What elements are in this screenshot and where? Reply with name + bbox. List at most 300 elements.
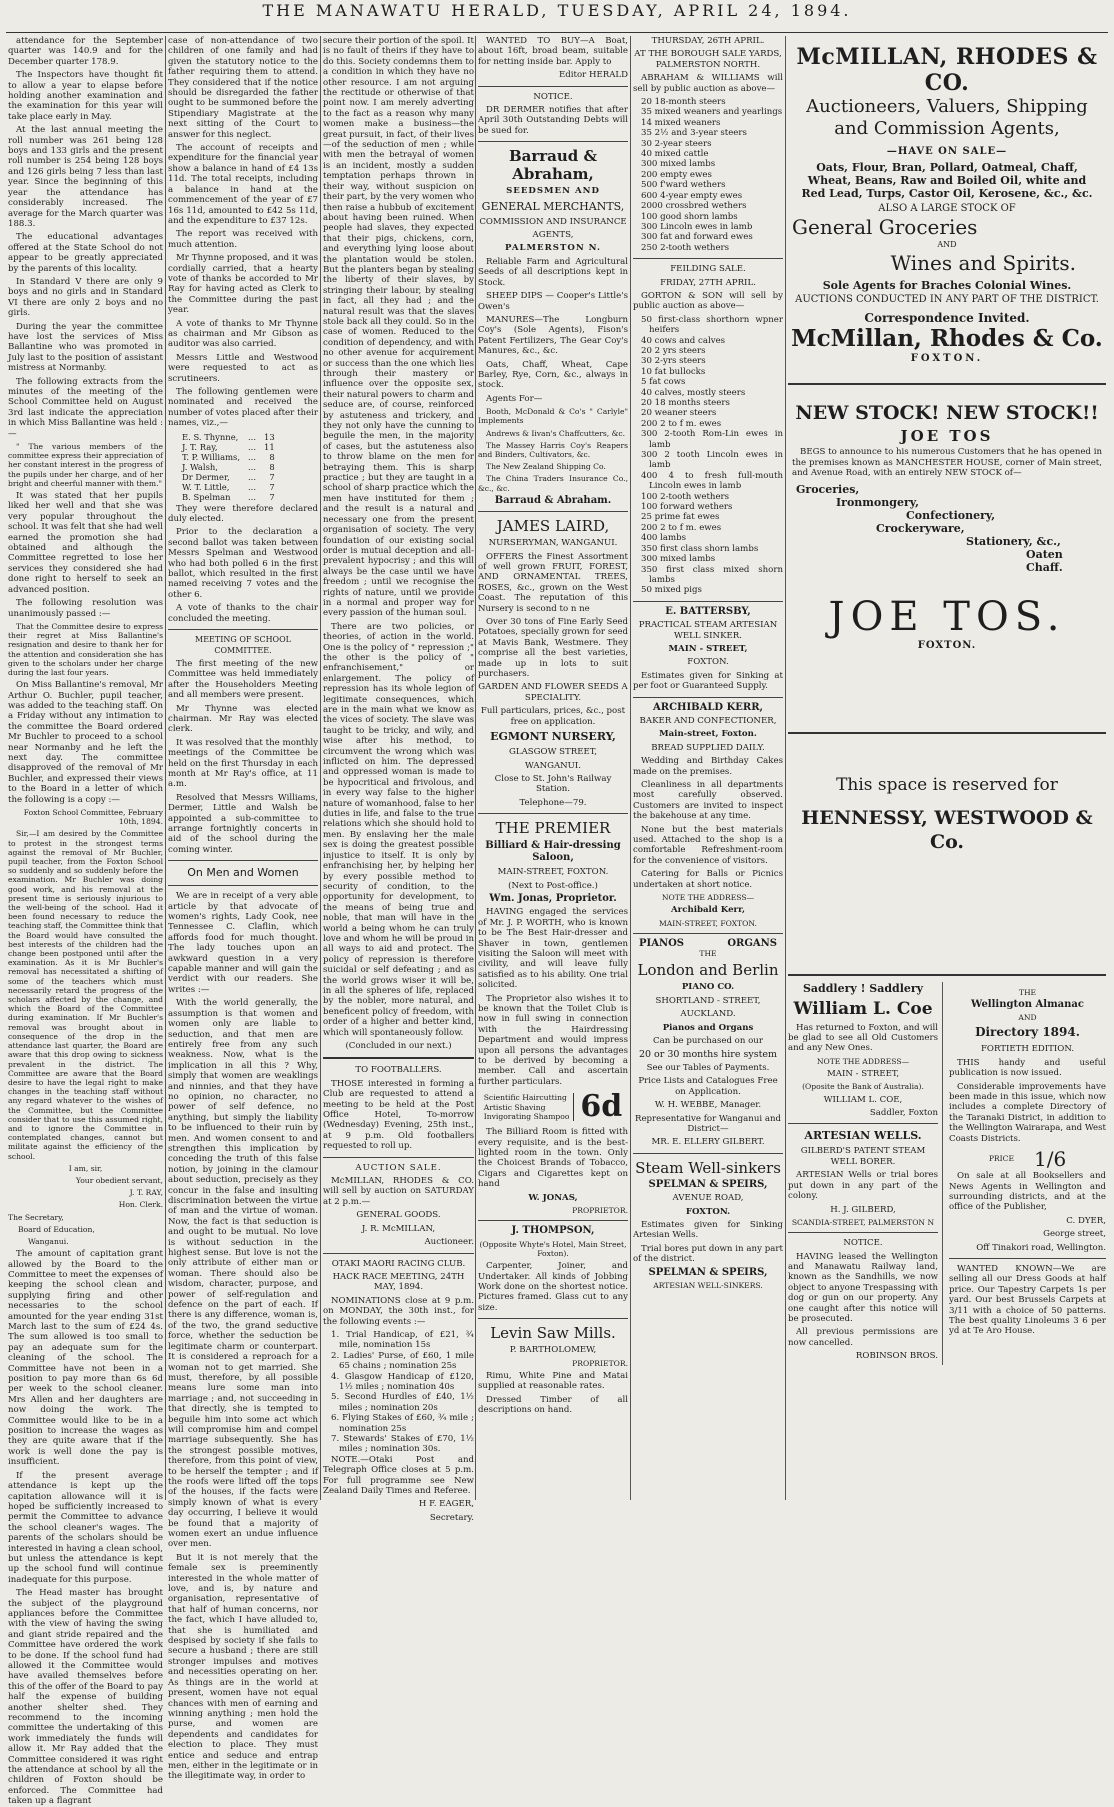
ad-line: 20 or 30 months hire system [638, 1048, 778, 1060]
ad-body: SHEEP DIPS — Cooper's Little's Owen's [478, 291, 628, 312]
list-item: 200 empty ewes [641, 169, 712, 180]
ad-heading: Saddlery ! Saddlery [802, 981, 924, 995]
paragraph: The Inspectors have thought fit to allow a year to elapse before holding another examination and the examination for this year will take place early in May. [8, 70, 163, 122]
ad-body: McMILLAN, RHODES & CO. will sell by auction on SATURDAY at 2 p.m.— [323, 1176, 474, 1207]
paragraph: case of non-attendance of two children of one family and had given the statutory notice to the father requiring them to attend. They considered that if the notice should be disregarded the father ought to be summoned before the Stipendiary Magistrate at the next sitting of the Court to answer for this neglect. [168, 36, 318, 140]
service-item: Scientific Haircutting [483, 1093, 567, 1103]
ad-body: WANTED KNOWN—We are selling all our Dress Goods at half price. Our Tapestry Carpets 1s per yard. Our best Brussels Carpets at 3/11 with a choice of 50 patterns. The best quality Linoleums 3 6 per yd at Te Aro House. [949, 1263, 1106, 1337]
ad-body: The New Zealand Shipping Co. [486, 462, 606, 472]
divider [949, 1258, 1106, 1259]
ad-line: NOTE THE ADDRESS— [661, 893, 755, 903]
ad-title: EGMONT NURSERY, [490, 730, 616, 744]
ad-line: H F. EAGER, [418, 1499, 474, 1510]
divider [788, 1232, 938, 1233]
ad-title: NEW STOCK! NEW STOCK!! [795, 402, 1099, 424]
column-4 [478, 36, 628, 1500]
ad-line: George street, [1043, 1229, 1106, 1240]
ad-title: ARCHIBALD KERR, [653, 701, 763, 713]
column-divider [165, 36, 166, 1500]
ad-body: The Billiard Room is fitted with every requisite, and is the best-lighted room in the town. Only the Choicest Brands of Tobacco, Cigars and Cigarettes kept on hand [478, 1127, 628, 1190]
ad-line: Main-street, Foxton. [659, 729, 757, 740]
ad-line: Full particulars, prices, &c., post free on application. [480, 706, 626, 727]
paragraph: On Miss Ballantine's removal, Mr Arthur O. Buchler, pupil teacher, was added to the teaching staff. On a Friday without any intimation to the committee the Board ordered Mr Buchler to proceed to a school near Normanby and he left the next day. The committee disapproved of the removal of Mr Buchler, and expressed their views to the Board in a letter of which the following is a copy :— [8, 680, 163, 805]
ad-title: J. THOMPSON, [511, 1225, 595, 1237]
ad-line: AT THE BOROUGH SALE YARDS, PALMERSTON NORTH. [634, 49, 782, 70]
ad-line: Telephone—79. [519, 797, 587, 808]
list-item: 300 mixed lambs [641, 159, 716, 170]
ad-body: Reliable Farm and Agricultural Seeds of all descriptions kept in Stock. [478, 256, 628, 288]
divider [633, 933, 783, 934]
divider [633, 1153, 783, 1154]
ad-line: Sole Agents for Braches Colonial Wines. [822, 279, 1072, 292]
ad-body: Trial bores put down in any part of the district. [633, 1243, 783, 1265]
price-value: 1/6 [1034, 1147, 1067, 1172]
list-item: 20 18-month steers [641, 97, 726, 108]
divider [633, 258, 783, 259]
list-item: 300 Lincoln ewes in lamb [641, 221, 753, 232]
paragraph: In Standard V there are only 9 boys and no girls and in Standard VI there are only 2 boys and no girls. [8, 276, 163, 319]
ad-body: NOMINATIONS close at 9 p.m. on MONDAY, the 30th inst., for the following events :— [323, 1295, 474, 1327]
price-label: PRICE [988, 1154, 1014, 1164]
table-row: E. S. Thynne, ... 13 [182, 431, 275, 442]
list-item: 2000 crossbred wethers [641, 201, 747, 212]
ad-body: THOSE interested in forming a Club are requested to attend a meeting to be held at the Post Office Hotel, To-morrow (Wednesday) Evening, 25th inst., at 9 p.m. Old footballers requested to roll up. [323, 1078, 474, 1152]
ad-line: FRIDAY, 27TH APRIL. [660, 277, 756, 288]
ad-line: SEEDSMEN AND [506, 186, 600, 197]
section-heading: MEETING OF SCHOOL COMMITTEE. [195, 635, 291, 655]
list-item: 40 cows and calves [641, 335, 726, 346]
ad-line: NOTE THE ADDRESS— [816, 1056, 910, 1066]
ad-body: Carpenter, Joiner, and Undertaker. All kinds of Jobbing Work done on the shortest notice. Pictures framed. Glass cut to any size. [478, 1261, 628, 1313]
column-3 [323, 36, 474, 1523]
paragraph: But it is not merely that the female sex is preeminently interested in the whole matter of love, and is, by nature and organisation, representative of that half of human concerns, nor the fact, which I have alluded to, that she is humiliated and despised by society if she fails to secure a husband ; there are still stronger impulses and motives and necessities operating on her. As things are in the world at present, women have not equal chances with men of earning and winning anything ; men hold the purse, and women are dependents and candidates for election to place. They must entice and seduce and entrap men, either in the legitimate or in the illegitimate way, in order to [168, 1552, 318, 1782]
ad-signature: McMillan, Rhodes & Co. [791, 325, 1103, 352]
divider [323, 1057, 474, 1059]
ad-line: Auctioneer. [424, 1237, 474, 1248]
ad-subtitle: JOE TOS [900, 427, 994, 445]
ad-title: ARTESIAN WELLS. [804, 1129, 922, 1143]
ad-title: William L. Coe [793, 998, 933, 1019]
ad-line: FOXTON. [910, 353, 984, 364]
paragraph: secure their portion of the spoil. It is no fault of theirs if they have to do this. Society condemns them to a condition in which they have no other resource. I am not arguing the rectitude or otherwise of that point now. I am merely adverting to the fact as a reason why many women make a business—the great pursuit, in fact, of their lives—of the seduction of men ; while with men the betrayal of women is an incident, mostly a sudden temptation perhaps thrown in their way, without suspicion on their part, by the very women who then raise a hubbub of excitement about having been ruined. When people had slaves, they expected that their pigs, chickens, corn, and everything lying loose about the plantation would be stolen. But the planters began by stealing the liberty of their slaves, by stringing their labour, by stealing in fact, all they had ; and the natural result was that the slaves stole back all they could. So in the case of women. Reduced to the condition of dependency, and with no other avenue for acquirement or success than the one which lies through their mastery or influence over the opposite sex, their natural powers to charm and seduce are, of course, reinforced by astuteness and trickery, and they not only have the cunning to beguile the men, in the majority of cases, but the astuteness also to throw blame on the men for betraying them. This is sharp practice ; but they are taught in a school of sharp practice which the men have instituted for them ; and the result is a natural and necessary one from the present organisation of society. The very foundation of our existing social order is mutual deception and all-prevalent hypocrisy ; and this will always be the case until we have freedom ; until we recognise the rights of nature, until we provide in a normal and proper way for every passion of the human soul. [323, 36, 474, 619]
ad-body: Rimu, White Pine and Matai supplied at reasonable rates. [478, 1370, 628, 1392]
ad-line: NURSERYMAN, WANGANUI. [488, 538, 618, 549]
ad-heading: AUCTION SALE. [355, 1162, 442, 1173]
ad-line: THE [699, 949, 717, 959]
ad-title: Barraud & Abraham, [508, 147, 598, 184]
letter-signoff: Your obedient servant, [75, 1175, 163, 1185]
paragraph: With the world generally, the assumption is that women and women only are liable to seduction, and that men are entirely free from any such weakness. Now, what is the implication in all this ? Why, simply that women are weaklings and ninnies, and that they have no opinion, no character, no power of self defence, no anything, but simply the liability to be influenced to their ruin by men. And women consent to and strengthen this implication by conceding the truth of this false notion, by joining in the clamour about seduction, precisely as they concur in the false and insulting discrimination between the virtue of man and the virtue of woman. Now, the fact is that seduction is and ought to be mutual. No love is without seduction in the highest sense. But love is not the only attribute of either man or woman. There should also be wisdom, character, purpose, and power of self-regulation and defence on the part of each. If there is any difference, woman is, of the two, the grand seductive force, whether the seduction be legitimate charm or counterpart. It is considered a reproach for a woman not to get married. She must, therefore, by all possible means lure some man into marriage ; and, not succeeding in that directly, she is tempted to beguile him into some act which will compromise him and compel marriage subsequently. She has the strongest possible motives, therefore, from this point of view, to be herself the tempter ; and if the roofs were lifted off the tops of the houses, if the facts were simply known of what is every day occurring, I believe it would be found that a majority of women exert an undue influence over men. [168, 998, 318, 1550]
list-item: Crockeryware, [876, 521, 965, 535]
ad-heading: FEILDING SALE. [670, 264, 746, 275]
ad-body: On sale at all Booksellers and News Agents in Wellington and surrounding districts, and at the office of the Publisher, [949, 1171, 1106, 1213]
paragraph: The following extracts from the minutes of the meeting of the School Committee held on August 3rd last indicate the appreciation in which Miss Ballantine was held :— [8, 376, 163, 439]
list-item: 25 prime fat ewes [641, 512, 720, 523]
ad-line: (Next to Post-office.) [508, 880, 598, 891]
ad-body: Andrews & Iivan's Chaffcutters, &c. [486, 428, 626, 438]
list-item: 300 2-tooth Rom-Lin ewes in lamb [641, 429, 783, 450]
paragraph: The following gentlemen were nominated and received the number of votes placed after their names, viz.,— [168, 387, 318, 429]
ad-title: Levin Saw Mills. [490, 1324, 616, 1343]
ad-heading: NOTICE. [533, 91, 573, 102]
masthead-rule [6, 32, 1108, 33]
ad-line: GENERAL GOODS. [356, 1210, 441, 1221]
list-item: 350 first class mixed shorn lambs [641, 564, 783, 585]
divider [323, 1157, 474, 1158]
list-item: Stationery, &c., [966, 534, 1061, 548]
ad-line: MAIN-STREET, FOXTON. [497, 867, 609, 878]
column-divider [785, 36, 786, 1500]
ad-line: FORTIETH EDITION. [980, 1044, 1075, 1055]
list-item: 2. Ladies' Purse, of £60, 1 mile 65 chains ; nomination 25s [331, 1350, 474, 1372]
list-item: 100 forward wethers [641, 502, 733, 513]
ad-line: C. DYER, [1066, 1215, 1106, 1226]
paragraph: During the year the committee have lost the services of Miss Ballantine who was promoted in July last to the position of assistant mistress at Normanby. [8, 321, 163, 374]
ad-line: MAIN - STREET, [668, 643, 748, 654]
letter-address: The Secretary, [8, 1212, 64, 1222]
list-item: 20 weaner steers [641, 408, 717, 419]
letter-signoff: Hon. Clerk. [118, 1200, 163, 1210]
list-item: 400 lambs [641, 533, 687, 544]
ad-heading: OTAKI MAORI RACING CLUB. [331, 1258, 466, 1269]
ad-line: GLASGOW STREET, [509, 747, 597, 758]
ad-body: Catering for Balls or Picnics undertaken at short notice. [633, 869, 783, 890]
ad-line: (Oposite the Bank of Australia). [802, 1082, 924, 1092]
paragraph: Mr Thynne was elected chairman. Mr Ray was elected clerk. [168, 703, 318, 735]
ad-title: JAMES LAIRD, [496, 517, 610, 536]
ad-body: NOTE.—Otaki Post and Telegraph Office closes at 5 p.m. For full programme see New Zealand Daily Times and Referee. [323, 1454, 474, 1497]
price-box [478, 1090, 628, 1124]
ad-line: AND [1018, 1013, 1037, 1023]
ad-line: SHORTLAND - STREET, [655, 995, 761, 1006]
ad-body: Cleanliness in all departments most carefully observed. Customers are invited to inspect the bakehouse at any time. [633, 780, 783, 822]
ad-line: Representative for Wanganui and District— [634, 1113, 781, 1134]
paragraph: If the present average attendance is kept up the capitation allowance will it is hoped be sufficiently increased to permit the Committee to advance the school cleaner's wages. The parents of the scholars should be interested in having a clean school, but unless the attendance is kept up the school fund will continue inadequate for this purpose. [8, 1470, 163, 1585]
ad-line: ARTESIAN WELL-SINKERS. [653, 1281, 763, 1291]
goods-list [788, 479, 1106, 578]
paragraph: The report was received with much attention. [168, 229, 318, 250]
letter-signoff: J. T. RAY, [129, 1188, 163, 1198]
ad-body: BEGS to announce to his numerous Customers that he has opened in the premises known as MANCHESTER HOUSE, corner of Main street, and Avenue Road, with an entirely NEW STOCK of— [792, 447, 1102, 479]
list-item: 35 mixed weaners and yearlings [641, 107, 783, 118]
paragraph: The following resolution was unanimously passed :— [8, 598, 163, 619]
stock-list [633, 97, 783, 253]
left-ads [788, 982, 943, 1365]
ad-body: OFFERS the Finest Assortment of well grown FRUIT, FOREST, AND ORNAMENTAL TREES, ROSES, &c., grown on the West Coast. The reputation of this Nursery is second to n ne [478, 551, 628, 614]
list-item: Oaten Chaff. [1026, 547, 1063, 574]
paragraph: They were therefore declared duly elected. [168, 503, 318, 525]
ad-body: MANURES—The Longburn Coy's (Sole Agents), Fison's Patent Fertilizers, The Gear Coy's Manures, &c., &c. [478, 314, 628, 357]
ad-line: PALMERSTON N. [505, 243, 601, 254]
table-row: W. T. Little, ... 7 [182, 481, 275, 492]
ad-body: ARTESIAN Wells or trial bores put down in any part of the colony. [788, 1170, 938, 1202]
list-item: 10 fat bullocks [641, 366, 706, 377]
ad-body: The China Traders Insurance Co., &c., &c. [478, 474, 628, 493]
list-item: 14 mixed weaners [641, 117, 721, 128]
stock-list [633, 315, 783, 596]
ad-body: Oats, Chaff, Wheat, Cape Barley, Rye, Corn, &c., always in stock. [478, 359, 628, 391]
ad-line: Wm. Jonas, Proprietor. [489, 892, 617, 904]
ad-heading: THURSDAY, 26TH APRIL. [651, 36, 765, 46]
ad-line: PROPRIETOR. [572, 1206, 628, 1216]
paragraph: Mr Thynne proposed, and it was cordially carried, that a hearty vote of thanks be accorded to Mr Ray for having acted as Clerk to the Committee during the past year. [168, 253, 318, 316]
service-item: Invigorating Shampoo [483, 1111, 570, 1121]
paragraph: The Head master has brought the subject of the playground appliances before the Committee with the view of having the swing and giant stride repaired and the Committee have ordered the work to be done. If the school fund had allowed it the Committee would have availed themselves before this of the offer of the Board to pay half the expense of building another shelter shed. They recommend to the incoming committee the undertaking of this work immediately the funds will allow it. Mr Ray added that the Committee considered it was right the attendance at school by all the children of Foxton should be enforced. The Committee had taken up a flagrant [8, 1588, 163, 1807]
list-item: 250 2-tooth wethers [641, 242, 730, 253]
divider [168, 860, 318, 861]
column-6 [788, 36, 1106, 1500]
column-divider [630, 36, 631, 1500]
price-row [949, 1147, 1106, 1171]
divider [323, 1253, 474, 1254]
ad-heading: NOTICE. [843, 1238, 883, 1249]
ad-signature: W. JONAS, [528, 1192, 578, 1203]
ad-line: GENERAL MERCHANTS, [481, 199, 625, 213]
ad-line: GARDEN AND FLOWER SEEDS A SPECIALITY. [478, 682, 628, 703]
list-item: Groceries, [796, 482, 860, 496]
ad-line: ALSO A LARGE STOCK OF [878, 203, 1016, 214]
paragraph: attendance for the September quarter was 140.9 and for the December quarter 178.9. [8, 36, 163, 67]
ad-body: Dressed Timber of all descriptions on hand. [478, 1394, 628, 1415]
divider [478, 1220, 628, 1221]
ad-line: W. H. WEBBE, Manager. [654, 1100, 762, 1111]
ad-body: WANTED TO BUY—A Boat, about 16ft, broad beam, suitable for netting inside bar. Apply to [478, 36, 628, 67]
ad-body: HAVING engaged the services of Mr. J. P. WORTH, who is known to be The Best Hair-dresser and Shaver in town, gentlemen visiting the Saloon will meet with civility, and will leave fully satisfied as to his ability. One trial solicited. [478, 907, 628, 991]
votes-table [178, 432, 279, 502]
ad-body: Considerable improvements have been made in this issue, which now includes a complete Directory of the Taranaki District, in addition to the Wellington Wairarapa, and West Coasts Districts. [949, 1081, 1106, 1144]
column-5 [633, 36, 783, 1500]
list-item: 20 2 yrs steers [641, 345, 706, 356]
events-list [323, 1330, 474, 1455]
reserved-notice: This space is reserved for [836, 774, 1058, 795]
ad-line: COMMISSION AND INSURANCE [479, 216, 627, 227]
list-item: 30 2-year steers [641, 138, 712, 149]
ad-line: FOXTON. [917, 639, 977, 651]
ad-body: Wedding and Birthday Cakes made on the premises. [633, 756, 783, 777]
letter-body: Sir,—I am desired by the Committee to protest in the strongest terms against the removal of Mr Buchler, pupil teacher, from the Foxton School so suddenly and so suddenly before the examination. Mr Buchler was doing good work, and his removal at the present time is seriously injurious to the well-being of the school. Had it been found necessary to reduce the teaching staff, the Committee think that the Board would have consulted the best interests of the children had the change been postponed until after the examination. As it is Mr Buchler's removal has necessitated a shifting of some of the teachers which must necessarily retard the progress of the scholars affected by the change, and which the Board of the Committee during examination. If Mr Buchler's removal was brought about in consequence of the drop in the attendance last quarter, the Board are aware that this drop owing to sickness prevalent in the district. The Committee are aware that the Board desire to have the legal right to make changes in the teaching staff without any regard whatever to the wishes of the Committee, but the Committee consider that to use this assumed right, and to ignore the Committee in contemplated changes, cannot but militate against the efficiency of the school. [8, 829, 163, 1161]
column-2 [168, 36, 318, 1782]
ad-line: AVENUE ROAD, [672, 1193, 744, 1204]
ad-line: Editor HERALD [558, 70, 628, 81]
list-item: 500 f'ward wethers [641, 180, 726, 191]
ad-title: E. BATTERSBY, [665, 605, 751, 617]
service-item: Artistic Shaving [483, 1102, 546, 1112]
ad-line: AUCTIONS CONDUCTED IN ANY PART OF THE DISTRICT. [795, 294, 1099, 305]
ad-heading: TO FOOTBALLERS. [355, 1065, 442, 1076]
ad-line: PRACTICAL STEAM ARTESIAN WELL SINKER. [638, 620, 778, 641]
ad-body: Estimates given for Sinking Artesian Wells. [633, 1219, 783, 1241]
ad-line: PIANO CO. [681, 982, 735, 993]
price-tag: 6d [580, 1089, 623, 1125]
ad-line: (Opposite Whyte's Hotel, Main Street, Foxton). [479, 1239, 627, 1258]
list-item: 200 2 to f m. ewes [641, 418, 722, 429]
divider [788, 974, 1106, 976]
list-item: 30 2-yrs steers [641, 356, 706, 367]
list-item: 300 mixed lambs [641, 554, 716, 565]
divider [788, 1123, 938, 1124]
ad-line: P. BARTHOLOMEW, [509, 1345, 597, 1356]
paragraph: It was resolved that the monthly meetings of the Committee be held on the first Thursday in each month at Mr Ray's office, at 11 a.m. [168, 737, 318, 790]
column-divider [475, 36, 476, 1500]
ad-body: Has returned to Foxton, and will be glad to see all Old Customers and any New Ones. [788, 1022, 938, 1054]
divider [788, 732, 1106, 734]
ad-line: AND [937, 240, 957, 249]
table-row: T. P. Williams, ... 8 [182, 451, 275, 462]
list-item: 600 4-year empty ewes [641, 190, 743, 201]
list-item: 20 18 months steers [641, 398, 730, 408]
paragraph: Prior to the declaration a second ballot was taken between Messrs Spelman and Westwood who had both polled 6 in the first ballot, which resulted in the first named receiving 7 votes and the other 6. [168, 527, 318, 600]
ad-line: GILBERD'S PATENT STEAM WELL BORER. [800, 1146, 926, 1167]
ad-line: SCANDIA-STREET, PALMERSTON N [791, 1217, 935, 1227]
letter-address: Wanganui. [28, 1236, 69, 1246]
list-item: 200 2 to f m. ewes [641, 522, 722, 533]
bottom-ads [788, 982, 1106, 1365]
ad-heading: ORGANS [727, 937, 777, 949]
ad-line: Can be purchased on our [653, 1036, 763, 1047]
ad-body: Estimates given for Sinking at per foot or Guaranteed Supply. [633, 670, 783, 692]
ad-line: BREAD SUPPLIED DAILY. [651, 742, 765, 753]
ad-line: MR. E. ELLERY GILBERT. [651, 1137, 765, 1148]
ad-title: Wellington Almanac [971, 998, 1084, 1010]
paragraph: At the last annual meeting the roll number was 261 being 128 boys and 133 girls and the present roll number is 254 being 128 boys and 126 girls being 7 less than last year. Since the beginning of this year the attendance has considerably increased. The average for the March quarter was 188.3. [8, 125, 163, 229]
list-item: 5 fat cows [641, 377, 686, 388]
ad-title: McMILLAN, RHODES & CO. [796, 44, 1098, 96]
list-item: 7. Stewards' Stakes of £70, 1½ miles ; nomination 30s. [331, 1434, 474, 1455]
reserved-name: HENNESSY, WESTWOOD & Co. [801, 806, 1093, 853]
resolution: That the Committee desire to express their regret at Miss Ballantine's resignation and desire to thank her for the attention and consideration she has given to the scholars under her charge during the last four years. [8, 621, 163, 677]
ad-line: FOXTON. [685, 1206, 731, 1217]
paragraph: Messrs Little and Westwood were requested to act as scrutineers. [168, 352, 318, 384]
paragraph: The educational advantages offered at the State School do not appear to be greatly appreciated by the parents of this locality. [8, 232, 163, 274]
divider [478, 86, 628, 87]
list-item: 350 first class shorn lambs [641, 543, 759, 554]
divider [168, 885, 318, 886]
ad-body: Oats, Flour, Bran, Pollard, Oatmeal, Chaff, Wheat, Beans, Raw and Boiled Oil, white and Red Lead, Turps, Castor Oil, Kerosene, &c., &c. [801, 161, 1093, 200]
ad-line: Saddler, Foxton [869, 1108, 938, 1119]
ad-body: Booth, McDonald & Co's " Carlyle" Implements [478, 407, 628, 426]
ad-line: Secretary. [429, 1512, 474, 1523]
ad-subtitle: Auctioneers, Valuers, Shipping and Commission Agents, [806, 96, 1088, 139]
list-item: 300 2 tooth Lincoln ewes in lamb [641, 450, 783, 471]
ad-subheading: HACK RACE MEETING, 24TH MAY, 1894. [332, 1271, 465, 1293]
ad-line: WANGANUI. [524, 760, 582, 771]
ad-line: AUCKLAND. [680, 1009, 736, 1020]
ad-body: GORTON & SON will sell by public auction as above— [633, 290, 783, 312]
ad-header-row [633, 939, 783, 949]
continued-note: (Concluded in our next.) [345, 1041, 452, 1051]
list-item: Confectionery, [906, 508, 996, 522]
list-item: 5. Second Hurdles of £40, 1½ miles ; nomination 20s [331, 1392, 474, 1413]
ad-line: Pianos and Organs [662, 1022, 754, 1033]
list-item: 400 4 to fresh full-mouth Lincoln ewes in lamb [641, 470, 783, 492]
ad-line: Close to St. John's Railway Station. [494, 773, 612, 795]
list-item: 35 2½ and 3-year steers [641, 128, 747, 139]
divider [788, 383, 1106, 385]
ad-heading: PIANOS [639, 937, 685, 949]
list-item: 6. Flying Stakes of £60, ¾ mile ; nomination 25s [331, 1413, 474, 1434]
list-item: 50 mixed pigs [641, 585, 702, 596]
ad-title: London and Berlin [637, 961, 779, 980]
list-item: 4. Glasgow Handicap of £120, 1½ miles ; nomination 40s [331, 1371, 474, 1392]
ad-body: Over 30 tons of Fine Early Seed Potatoes, specially grown for seed at Mavis Bank, Westmere. They comprise all the best varieties, made up in lots to suit purchasers. [478, 617, 628, 680]
ad-signature: Archibald Kerr, [671, 905, 745, 916]
list-item: 100 2-tooth wethers [641, 491, 730, 502]
ad-body: HAVING leased the Wellington and Manawatu Railway land, known as the Sandhills, we now object to anyone Trespassing with dog or gun on our property. Any one caught after this notice will be prosecuted. [788, 1251, 938, 1324]
ad-body: None but the best materials used. Attached to the shop is a comfortable Refreshment-room for the convenience of visitors. [633, 824, 783, 866]
ad-line: Price Lists and Catalogues Free on Application. [638, 1076, 778, 1097]
right-ads [949, 982, 1106, 1365]
ad-line: Correspondence Invited. [864, 311, 1030, 325]
list-item: 40 calves, mostly steers [641, 387, 746, 398]
list-item: 1. Trial Handicap, of £21, ¾ mile, nomination 15s [331, 1329, 474, 1351]
ad-body: ABRAHAM & WILLIAMS will sell by public auction as above— [633, 73, 783, 94]
table-row: J. Walsh, ... 8 [182, 461, 275, 472]
ad-body: The Massey Harris Coy's Reapers and Binders, Cultivators, &c. [478, 440, 628, 459]
ad-signature: JOE TOS. [828, 593, 1066, 640]
ad-line: General Groceries [792, 215, 978, 239]
list-item: Ironmongery, [836, 495, 919, 509]
ad-body: All previous permissions are now cancelled. [788, 1327, 938, 1348]
paragraph: There are two policies, or theories, of action in the world. One is the policy of " repression ;" the other is the policy of " enfranchisement," or enlargement. The policy of repression has its whole legion of legitimate consequences, which are in the main what we know as the vices of society. The slave was taught to be tricky, and wily, and wise after his method, to circumvent the wrong which was inflicted on him. The depressed and oppressed woman is made to be hypocritical and frivolous, and in every way false to the higher nature of womanhood, false to her duties in life, and false to the true relations which she should hold to men. By enslaving her the male sex is doing the greatest possible injustice to itself. It is only by enfranchising her, by helping her by every possible method to security of condition, to the opportunity for development, to the means of being true and noble, that man will have in the world a being whom he can truly love and whom he will be proud in all ways to aid and protect. The policy of repression is therefore suicidal or self defeating ; and as the world grows wiser it will be, in all the spheres of life, replaced by the nobler, more natural, and beneficent policy of freedom, with order of a higher and better kind, which will spontaneously follow. [323, 621, 474, 1038]
paragraph: Resolved that Messrs Williams, Dermer, Little and Walsh be appointed a sub-committee to arrange fortnightly concerts in aid of the school during the coming winter. [168, 792, 318, 855]
ad-line: AGENTS, [532, 230, 574, 241]
paragraph: The account of receipts and expenditure for the financial year show a balance in hand of £4 13s 11d. The total receipts, including a balance in hand at the commencement of the year of £7 16s 11d, amounted to £42 5s 11d, and the expenditure to £37 12s. [168, 143, 318, 226]
divider [478, 141, 628, 142]
column-divider [320, 36, 321, 1500]
quote: " The various members of the committee express their appreciation of her constant interest in the progress of the pupils under her charge, and of her bright and cheerful manner with them." [8, 442, 163, 488]
ad-line: THE [1018, 987, 1037, 997]
ad-body: THIS handy and useful publication is now issued. [949, 1057, 1106, 1079]
paragraph: The first meeting of the new Committee was held immediately after the Householders Meeting and all members were present. [168, 658, 318, 701]
ad-line: MAIN - STREET, [826, 1069, 900, 1080]
divider [478, 813, 628, 814]
ad-line: H. J. GILBERD, [830, 1204, 896, 1215]
letter-address: Board of Education, [18, 1224, 95, 1234]
ad-title: THE PREMIER [495, 819, 611, 838]
list-item: 50 first-class shorthorn wpner heifers [641, 314, 783, 336]
divider [633, 697, 783, 698]
masthead: THE MANAWATU HERALD, TUESDAY, APRIL 24, 1894. [262, 1, 852, 20]
article-title: On Men and Women [187, 866, 299, 880]
ad-line: Wines and Spirits. [890, 251, 1076, 275]
paragraph: We are in receipt of a very able article by that advocate of women's rights, Lady Cook, nee Tennessee C. Claflin, which affords food for much thought. The lady touches upon an awkward question in a very capable manner and will gain the verdict with our readers. She writes :— [168, 891, 318, 995]
ad-line: PROPRIETOR. [572, 1358, 628, 1368]
column-1 [8, 36, 163, 1807]
ad-line: BAKER AND CONFECTIONER, [639, 715, 777, 726]
ad-line: —HAVE ON SALE— [886, 146, 1008, 157]
divider [633, 601, 783, 602]
ad-title: Directory 1894. [975, 1025, 1080, 1040]
ad-line: FOXTON. [687, 657, 729, 668]
ad-signature: ROBINSON BROS. [855, 1351, 938, 1362]
table-row: J. T. Ray, ... 11 [182, 441, 275, 452]
table-row: B. Spelman ... 7 [182, 491, 275, 502]
paragraph: A vote of thanks to the chair concluded the meeting. [168, 603, 318, 624]
ad-line: SPELMAN & SPEIRS, [648, 1178, 768, 1190]
ad-body: The Proprietor also wishes it to be known that the Toilet Club is now in full swing in connection with the Hairdressing Department and would impress upon all persons the advantages to be derived by becoming a member. Call and ascertain further particulars. [478, 993, 628, 1087]
divider [478, 511, 628, 512]
ad-line: See our Tables of Payments. [646, 1062, 770, 1073]
paragraph: It was stated that her pupils liked her well and that she was very popular throughout the school. It was felt that she had well earned the promotion she had obtained and although the Committee regretted to lose her services they considered she had done right to herself to seek an advanced position. [8, 491, 163, 595]
divider [478, 1318, 628, 1319]
table-row: Dr Dermer, ... 7 [182, 471, 275, 482]
ad-subtitle: Billiard & Hair-dressing Saloon, [485, 840, 621, 864]
paragraph: A vote of thanks to Mr Thynne as chairman and Mr Gibson as auditor was also carried. [168, 318, 318, 350]
list-item: 300 fat and forward ewes [641, 232, 753, 243]
list-item: 40 mixed cattle [641, 149, 709, 160]
ad-body: DR DERMER notifies that after April 30th Outstanding Debts will be sued for. [478, 105, 628, 136]
list-item: 100 good shorn lambs [641, 211, 738, 222]
